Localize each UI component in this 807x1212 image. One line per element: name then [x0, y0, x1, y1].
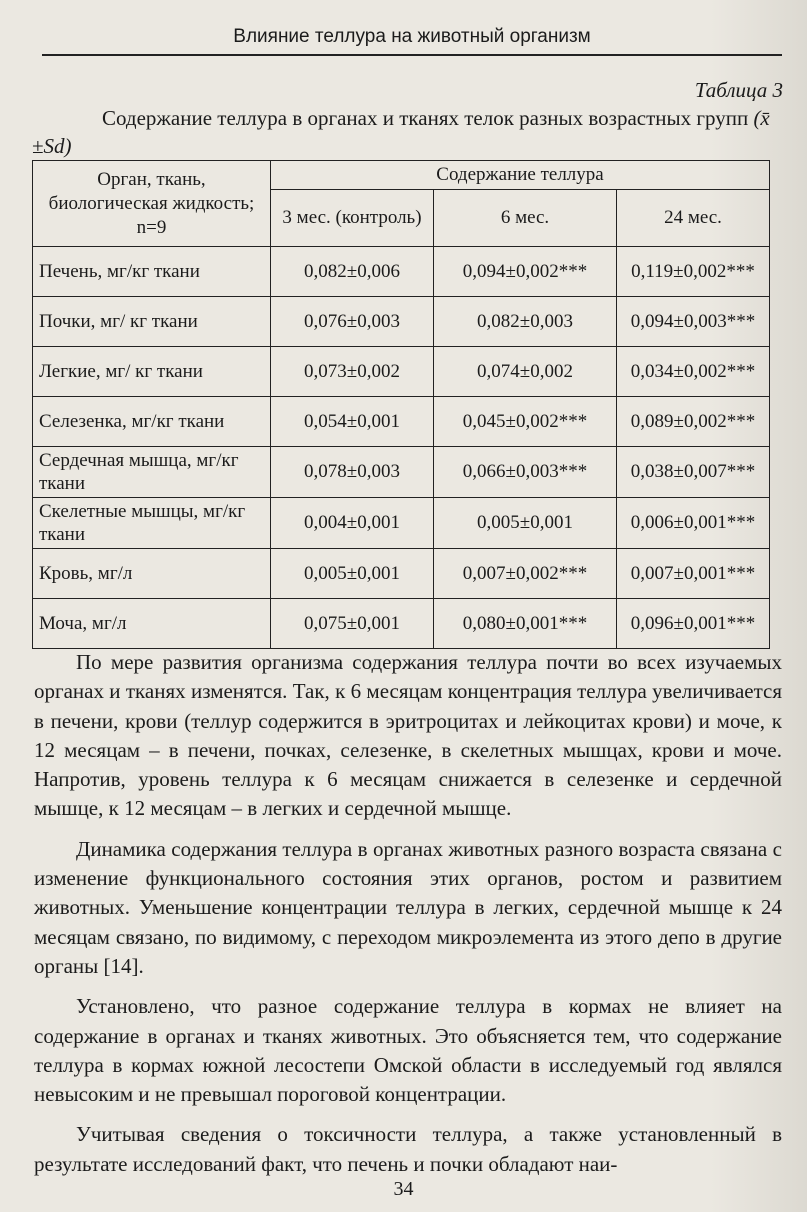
table-number: Таблица 3	[694, 78, 783, 102]
table-header-row	[33, 161, 770, 190]
header-age-24: 24 мес.	[617, 190, 770, 247]
row-value: 0,054±0,001	[271, 397, 434, 447]
caption-main: Содержание теллура в органах и тканях телок разных возрастных групп	[102, 106, 749, 130]
caption-note: (x̄ ±Sd)	[32, 106, 770, 158]
row-label: Селезенка, мг/кг ткани	[33, 397, 271, 447]
row-label: Печень, мг/кг ткани	[33, 247, 271, 297]
row-label: Почки, мг/ кг ткани	[33, 297, 271, 347]
header-tellurium-content: Содержание теллура	[271, 161, 770, 190]
row-value: 0,007±0,001***	[617, 549, 770, 599]
table-row	[33, 549, 770, 599]
row-value: 0,066±0,003***	[434, 447, 617, 498]
row-value: 0,038±0,007***	[617, 447, 770, 498]
row-label: Кровь, мг/л	[33, 549, 271, 599]
header-organ: Орган, ткань, биологическая жидкость; n=9	[33, 161, 271, 247]
row-value: 0,096±0,001***	[617, 599, 770, 649]
header-age-3: 3 мес. (контроль)	[271, 190, 434, 247]
paragraph: Учитывая сведения о токсичности теллура, а также установленный в результате исследований факт, что печень и почки обладают наи-	[34, 1122, 782, 1176]
paragraph: Установлено, что разное содержание теллура в кормах не влияет на содержание в органах и тканях животных. Это объясняется тем, что содержание теллура в кормах южной лесостепи Омской области в исследуемый год являлся невысоким и не превышал пороговой концентрации.	[34, 994, 782, 1107]
table-row	[33, 599, 770, 649]
table-row	[33, 397, 770, 447]
row-label: Моча, мг/л	[33, 599, 271, 649]
paragraph: Динамика содержания теллура в органах животных разного возраста связана с изменение функционального состояния этих органов, ростом и развитием животных. Уменьшение концентрации теллура в легких, сердечной мышце к 24 месяцам связано, по видимому, с переходом микроэлемента из этого депо в другие органы [14].	[34, 836, 782, 978]
page-number: 34	[393, 1178, 414, 1200]
table-row	[33, 247, 770, 297]
row-value: 0,005±0,001	[271, 549, 434, 599]
row-value: 0,005±0,001	[434, 498, 617, 549]
tellurium-table	[32, 160, 770, 649]
table-row	[33, 498, 770, 549]
table-row	[33, 347, 770, 397]
row-value: 0,082±0,006	[271, 247, 434, 297]
row-value: 0,089±0,002***	[617, 397, 770, 447]
row-value: 0,078±0,003	[271, 447, 434, 498]
header-age-6: 6 мес.	[434, 190, 617, 247]
row-value: 0,034±0,002***	[617, 347, 770, 397]
row-value: 0,119±0,002***	[617, 247, 770, 297]
row-value: 0,094±0,003***	[617, 297, 770, 347]
running-head: Влияние теллура на животный организм	[42, 26, 782, 56]
row-value: 0,082±0,003	[434, 297, 617, 347]
row-value: 0,074±0,002	[434, 347, 617, 397]
table-caption	[32, 104, 784, 160]
paragraph: По мере развития организма содержания теллура почти во всех изучаемых органах и тканях изменятся. Так, к 6 месяцам концентрация теллура увеличивается в печени, крови (теллур содержится в эритроцитах и лейкоцитах крови) и моче, к 12 месяцам – в печени, почках, селезенке, в скелетных мышцах, крови и моче. Напротив, уровень теллура к 6 месяцам снижается в селезенке и сердечной мышце, к 12 месяцам – в легких и сердечной мышце.	[34, 650, 782, 821]
row-value: 0,075±0,001	[271, 599, 434, 649]
row-label: Скелетные мышцы, мг/кг ткани	[33, 498, 271, 549]
row-value: 0,094±0,002***	[434, 247, 617, 297]
row-value: 0,007±0,002***	[434, 549, 617, 599]
row-value: 0,004±0,001	[271, 498, 434, 549]
table-row	[33, 447, 770, 498]
row-value: 0,006±0,001***	[617, 498, 770, 549]
body-text	[34, 648, 782, 1190]
row-value: 0,080±0,001***	[434, 599, 617, 649]
table-body	[33, 247, 770, 649]
row-label: Сердечная мышца, мг/кг ткани	[33, 447, 271, 498]
row-label: Легкие, мг/ кг ткани	[33, 347, 271, 397]
row-value: 0,073±0,002	[271, 347, 434, 397]
row-value: 0,045±0,002***	[434, 397, 617, 447]
table-row	[33, 297, 770, 347]
row-value: 0,076±0,003	[271, 297, 434, 347]
